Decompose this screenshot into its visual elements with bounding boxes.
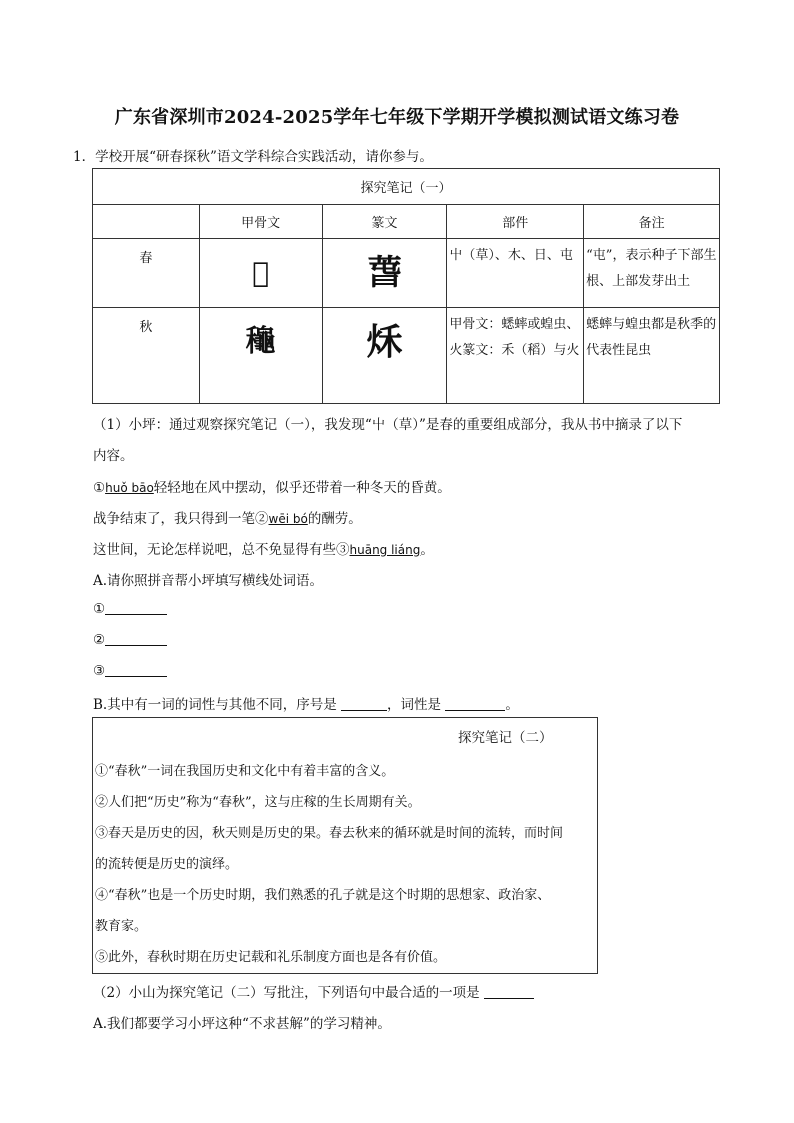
header-remark: 备注: [584, 205, 720, 239]
sub-question-2-text: （2）小山为探究笔记（二）写批注，下列语句中最合适的一项是: [93, 985, 480, 1001]
sentence-1: [93, 476, 451, 496]
oracle-glyph-autumn: 龝: [245, 324, 276, 359]
sentence-2: [93, 507, 362, 527]
question-1-intro: 1．学校开展“研春探秋”语文学科综合实践活动，请你参与。: [73, 149, 433, 165]
part-b-text-2: ，词性是: [387, 697, 442, 713]
remark-spring: “屯”，表示种子下部生根、上部发芽出土: [584, 239, 720, 308]
row-char-autumn: 秋: [93, 308, 200, 404]
research-note-2-box: [92, 717, 598, 974]
seal-glyph-spring: 萅: [367, 253, 402, 293]
answer-line-3-number: ③: [93, 663, 106, 679]
research-note-1-table: [92, 168, 720, 404]
sentence-2-text-after: 的酬劳。: [307, 511, 362, 527]
note-2-line-4: 的流转便是历史的演绎。: [95, 857, 239, 872]
sentence-1-number: ①: [93, 480, 106, 496]
seal-glyph-autumn-cell: [322, 308, 447, 404]
answer-line-2-number: ②: [93, 632, 106, 648]
note-2-line-2: ②人们把“历史”称为“春秋”，这与庄稼的生长周期有关。: [95, 795, 421, 810]
seal-glyph-spring-cell: [322, 239, 447, 308]
remark-autumn: 蟋蟀与蝗虫都是秋季的代表性昆虫: [584, 308, 720, 404]
option-a: A.我们都要学习小坪这种“不求甚解”的学习精神。: [93, 1016, 391, 1032]
note-2-line-5: ④“春秋”也是一个历史时期，我们熟悉的孔子就是这个时期的思想家、政治家、: [95, 888, 551, 903]
answer-line-1: [93, 600, 167, 617]
answer-blank-sub-2[interactable]: [484, 984, 534, 999]
sentence-3-text-before: 这世间，无论怎样说吧，总不免显得有些③: [93, 542, 350, 558]
answer-blank-2[interactable]: [105, 631, 167, 646]
header-empty: [93, 205, 200, 239]
answer-line-1-number: ①: [93, 601, 106, 617]
note-2-line-3: ③春天是历史的因，秋天则是历史的果。春去秋来的循环就是时间的流转，而时间: [95, 826, 564, 841]
answer-blank-serial[interactable]: [341, 696, 387, 711]
oracle-glyph-autumn-cell: [199, 308, 322, 404]
header-oracle: 甲骨文: [199, 205, 322, 239]
sub-question-1-intro: （1）小坪：通过观察探究笔记（一），我发现“屮（草）”是春的重要组成部分，我从书中摘录了以下: [93, 417, 683, 433]
sentence-3: [93, 538, 434, 558]
note-2-title: 探究笔记（二）: [458, 730, 553, 746]
parts-autumn: 甲骨文：蟋蟀或蝗虫、火篆文：禾（稻）与火: [447, 308, 584, 404]
page-title: 广东省深圳市2024-2025学年七年级下学期开学模拟测试语文练习卷: [114, 107, 680, 128]
answer-blank-3[interactable]: [105, 662, 167, 677]
pinyin-3: huāng liáng: [349, 543, 421, 557]
sub-question-1-intro-cont: 内容。: [93, 448, 134, 464]
answer-line-2: [93, 631, 167, 648]
header-parts: 部件: [447, 205, 584, 239]
part-b-text-1: B.其中有一词的词性与其他不同，序号是: [93, 697, 337, 713]
row-char-spring: 春: [93, 239, 200, 308]
oracle-glyph-spring-cell: [199, 239, 322, 308]
answer-line-3: [93, 662, 167, 679]
pinyin-2: wēi bó: [268, 512, 308, 526]
part-b-text-3: 。: [505, 697, 519, 713]
answer-blank-1[interactable]: [105, 600, 167, 615]
pinyin-1: huǒ bāo: [105, 481, 154, 495]
part-b-question: [93, 693, 519, 713]
seal-glyph-autumn: 秌: [366, 321, 403, 363]
sentence-2-text-before: 战争结束了，我只得到一笔②: [93, 511, 269, 527]
note-2-line-7: ⑤此外，春秋时期在历史记载和礼乐制度方面也是各有价值。: [95, 950, 447, 965]
sub-question-2: [93, 981, 534, 1001]
note-1-title: 探究笔记（一）: [93, 169, 720, 205]
oracle-glyph-spring: 𣌢: [252, 256, 270, 289]
answer-blank-part-of-speech[interactable]: [445, 696, 505, 711]
note-2-line-6: 教育家。: [95, 919, 148, 934]
header-seal: 篆文: [322, 205, 447, 239]
parts-spring: 屮（草）、木、日、屯: [447, 239, 584, 308]
sentence-3-text-after: 。: [420, 542, 434, 558]
sentence-1-text: 轻轻地在风中摆动，似乎还带着一种冬天的昏黄。: [153, 480, 451, 496]
part-a-instruction: A.请你照拼音帮小坪填写横线处词语。: [93, 573, 324, 589]
note-2-line-1: ①“春秋”一词在我国历史和文化中有着丰富的含义。: [95, 764, 395, 779]
